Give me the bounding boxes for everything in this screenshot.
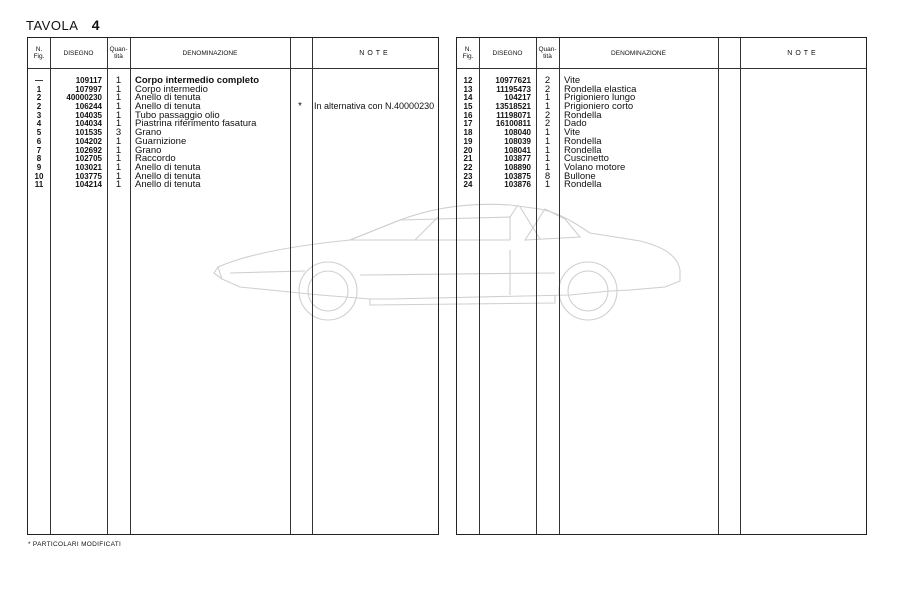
denominazione-cell: Anello di tenuta [135,101,201,113]
table-row [28,180,438,189]
left-rows [28,76,438,189]
table-row [28,154,438,163]
table-row [457,180,866,189]
header-disegno: DISEGNO [492,49,523,57]
disegno-cell: 13518521 [495,102,531,112]
page-title [26,17,100,33]
disegno-cell: 101535 [75,128,102,138]
table-row [28,76,438,85]
fig-cell: 16 [463,110,473,120]
header-denominazione: DENOMINAZIONE [182,49,238,57]
disegno-cell: 106244 [75,102,102,112]
right-rows [457,76,866,189]
quantita-cell: 2 [544,83,551,95]
disegno-cell: 103876 [504,180,531,190]
quantita-cell: 3 [115,127,122,139]
header-disegno: DISEGNO [63,49,94,57]
disegno-cell: 16100811 [495,119,531,129]
table-row [28,137,438,146]
title-number: 4 [91,17,101,33]
fig-cell: 19 [463,136,473,146]
quantita-cell: 1 [544,179,551,191]
denominazione-cell: Prigioniero lungo [564,92,636,104]
quantita-cell: 1 [115,153,122,165]
fig-cell: 13 [463,84,473,94]
quantita-cell: 1 [544,127,551,139]
header-fig: N. Fig. [33,46,45,60]
fig-cell: 12 [463,76,473,85]
table-row [28,128,438,137]
quantita-cell: 1 [544,161,551,173]
table-row [457,93,866,102]
denominazione-cell: Anello di tenuta [135,161,201,173]
denominazione-cell: Corpo intermedio completo [135,75,260,86]
fig-cell: 10 [34,171,44,181]
denominazione-cell: Rondella [564,135,602,147]
header-denominazione: DENOMINAZIONE [611,49,666,57]
disegno-cell: 108890 [504,162,531,172]
disegno-cell: 104202 [75,136,102,146]
fig-cell: 20 [463,145,473,155]
denominazione-cell: Volano motore [564,161,626,173]
denominazione-cell: Corpo intermedio [135,83,208,95]
disegno-cell: 104035 [75,110,102,120]
table-row [457,76,866,85]
fig-cell: 18 [463,128,473,138]
header-note: NOTE [787,49,819,57]
denominazione-cell: Raccordo [135,153,176,165]
fig-cell: — [35,76,43,85]
quantita-cell: 1 [115,135,122,147]
disegno-cell: 11195473 [496,84,531,94]
table-row [457,146,866,155]
disegno-cell: 40000230 [66,93,102,103]
fig-cell: 6 [36,136,42,146]
disegno-cell: 108039 [504,136,531,146]
denominazione-cell: Prigioniero corto [564,101,634,113]
denominazione-cell: Grano [135,144,162,156]
quantita-cell: 1 [544,135,551,147]
disegno-cell: 103877 [504,154,531,164]
denominazione-cell: Piastrina riferimento fasatura [135,118,257,130]
denominazione-cell: Anello di tenuta [135,92,201,104]
fig-cell: 4 [36,119,42,129]
fig-cell: 7 [36,145,42,155]
quantita-cell: 8 [544,170,551,182]
fig-cell: 2 [36,93,42,103]
disegno-cell: 108041 [504,145,531,155]
disegno-cell: 104217 [504,93,531,103]
header-quantita: Quan- tità [109,46,128,60]
denominazione-cell: Rondella [564,179,602,191]
header-quantita: Quan- tità [538,46,557,60]
disegno-cell: 103775 [75,171,102,181]
denominazione-cell: Cuscinetto [564,153,609,165]
footnote: * PARTICOLARI MODIFICATI [28,541,122,548]
fig-cell: 24 [463,180,473,190]
denominazione-cell: Anello di tenuta [135,170,201,182]
disegno-cell: 108040 [504,128,531,138]
fig-cell: 3 [36,110,42,120]
quantita-cell: 1 [115,161,122,173]
fig-cell: 17 [463,119,473,129]
denominazione-cell: Bullone [564,170,596,182]
fig-cell: 9 [36,162,42,172]
disegno-cell: 102705 [75,154,102,164]
denominazione-cell: Rondella [564,109,602,121]
disegno-cell: 103021 [75,162,102,172]
denominazione-cell: Rondella elastica [564,83,637,95]
fig-cell: 21 [463,154,473,164]
header-fig: N. Fig. [462,46,474,60]
table-row [28,102,438,111]
table-row [28,163,438,172]
disegno-cell: 103875 [504,171,531,181]
table-row [457,119,866,128]
disegno-cell: 107997 [75,84,102,94]
fig-cell: 8 [36,154,42,164]
denominazione-cell: Grano [135,127,162,139]
disegno-cell: 11198071 [496,110,531,120]
quantita-cell: 2 [544,118,551,130]
note-cell: In alternativa con N.40000230 [314,101,435,112]
quantita-cell: 1 [115,144,122,156]
disegno-cell: 104214 [75,180,102,190]
table-row [457,137,866,146]
table-row [28,146,438,155]
table-row [28,172,438,181]
quantita-cell: 1 [115,179,122,191]
table-row [457,172,866,181]
quantita-cell: 1 [115,83,122,95]
quantita-cell: 1 [115,101,122,113]
denominazione-cell: Tubo passaggio olio [135,109,220,121]
fig-cell: 5 [36,128,42,138]
fig-cell: 2 [36,102,42,112]
quantita-cell: 1 [115,92,122,104]
quantita-cell: 1 [544,92,551,104]
fig-cell: 15 [463,102,473,112]
quantita-cell: 1 [544,101,551,113]
fig-cell: 22 [463,162,473,172]
table-row [457,154,866,163]
table-row [457,111,866,120]
left-parts-table [27,37,439,535]
denominazione-cell: Guarnizione [135,135,187,147]
denominazione-cell: Rondella [564,144,602,156]
quantita-cell: 1 [115,170,122,182]
disegno-cell: 10977621 [495,76,531,85]
table-row [457,85,866,94]
quantita-cell: 1 [544,144,551,156]
fig-cell: 23 [463,171,473,181]
disegno-cell: 109117 [75,76,102,85]
disegno-cell: 104034 [75,119,102,129]
quantita-cell: 2 [544,109,551,121]
fig-cell: 1 [36,84,42,94]
table-row [457,102,866,111]
denominazione-cell: Vite [564,127,581,139]
quantita-cell: 1 [544,153,551,165]
table-row [457,128,866,137]
table-row [457,163,866,172]
table-row [28,119,438,128]
header-note: NOTE [359,49,391,57]
title-label: TAVOLA [26,18,78,33]
denominazione-cell: Dado [564,118,587,130]
modified-asterisk: * [298,101,302,113]
denominazione-cell: Anello di tenuta [135,179,201,191]
fig-cell: 11 [34,180,44,190]
quantita-cell: 2 [544,75,551,86]
disegno-cell: 102692 [75,145,102,155]
quantita-cell: 1 [115,75,122,86]
fig-cell: 14 [463,93,473,103]
quantita-cell: 1 [115,109,122,121]
table-row [28,85,438,94]
right-parts-table [456,37,867,535]
quantita-cell: 1 [115,118,122,130]
denominazione-cell: Vite [564,75,581,86]
